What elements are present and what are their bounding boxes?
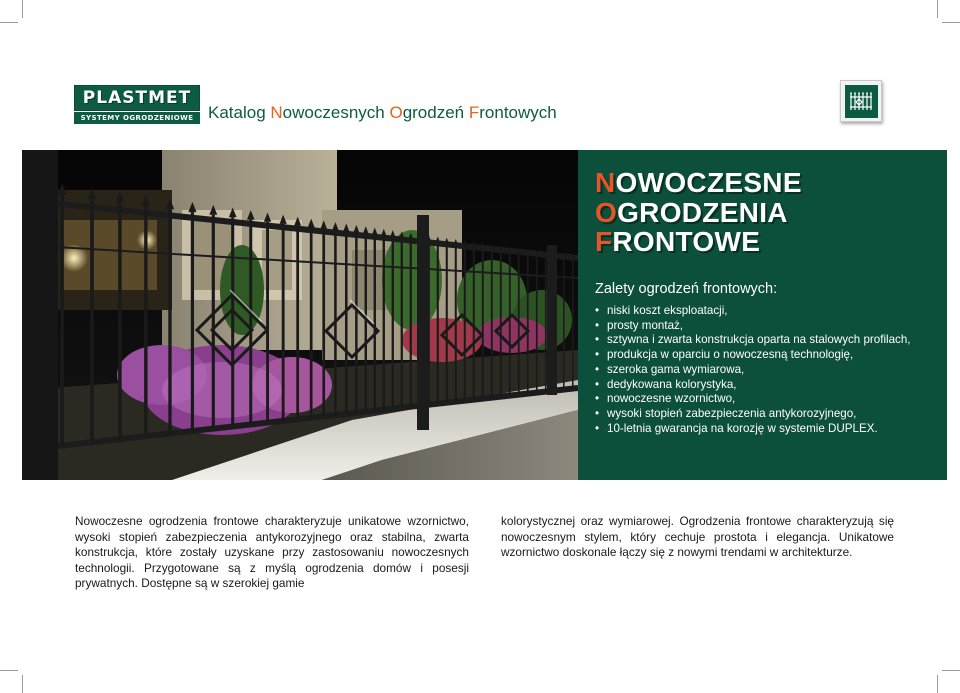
crop-mark <box>942 22 960 23</box>
crop-mark <box>0 22 18 23</box>
crop-mark <box>942 670 960 671</box>
benefits-title: Zalety ogrodzeń frontowych: <box>595 281 778 297</box>
benefit-item: • dedykowana kolorystyka, <box>595 378 935 393</box>
logo-name: PLASTMET <box>82 88 192 108</box>
crop-mark <box>22 675 23 693</box>
description-paragraph-right: kolorystycznej oraz wymiarowej. Ogrodzenia frontowe charakteryzują się nowoczesnym stylem, który cechuje prostota i elegancja. Unikatowe wzornictwo doskonale łączy się z nowymi trendami w architekturze. <box>501 514 894 559</box>
panel-title <box>595 168 802 257</box>
benefit-item: • sztywna i zwarta konstrukcja oparta na stalowych profilach, <box>595 333 935 348</box>
description-paragraph-left: Nowoczesne ogrodzenia frontowe charakteryzuje unikatowe wzornictwo, wysoki stopień zabezpieczenia antykorozyjnego oraz stabilna, zwarta konstrukcja, które zostały uzyskane przy zastosowaniu nowoczesnych technologii. Przygotowane są z myślą ogrodzenia domów i posesji prywatnych. Dostępne są w szerokiej gamie <box>75 514 469 590</box>
benefit-item: • wysoki stopień zabezpieczenia antykorozyjnego, <box>595 407 935 422</box>
fence-photo <box>22 150 578 480</box>
benefits-panel <box>578 150 947 480</box>
catalog-title-part: O <box>389 103 403 122</box>
panel-title-initial: F <box>595 226 613 257</box>
panel-title-line <box>595 168 802 198</box>
catalog-title-part: N <box>270 103 283 122</box>
panel-title-initial: O <box>595 196 618 228</box>
crop-mark <box>0 670 18 671</box>
benefits-list <box>595 304 935 436</box>
panel-title-initial: N <box>595 167 616 198</box>
benefit-item: • 10-letnia gwarancja na korozję w systemie DUPLEX. <box>595 422 935 437</box>
panel-title-rest: RONTOWE <box>612 226 761 257</box>
benefit-item: • prosty montaż, <box>595 319 935 334</box>
catalog-title-part: rontowych <box>479 103 557 122</box>
catalog-title <box>208 103 557 123</box>
panel-title-line <box>595 227 802 257</box>
fence-badge <box>840 80 882 122</box>
benefit-item: • niski koszt eksploatacji, <box>595 304 935 319</box>
benefit-item: • szeroka gama wymiarowa, <box>595 363 935 378</box>
benefit-item: • produkcja w oparciu o nowoczesną technologię, <box>595 348 935 363</box>
fence-icon <box>849 91 873 111</box>
crop-mark <box>937 0 938 18</box>
crop-mark <box>937 675 938 693</box>
crop-mark <box>22 0 23 18</box>
logo-subtitle: SYSTEMY OGRODZENIOWE <box>80 114 194 122</box>
catalog-title-part: owoczesnych <box>282 103 390 122</box>
catalog-title-part: grodzeń <box>402 103 469 122</box>
catalog-title-part: F <box>468 103 480 122</box>
panel-title-rest: GRODZENIA <box>617 196 788 228</box>
fence-photo-illustration <box>22 150 578 480</box>
benefit-item: • nowoczesne wzornictwo, <box>595 392 935 407</box>
panel-title-line <box>595 198 802 228</box>
company-logo <box>74 85 200 123</box>
catalog-title-part: Katalog <box>208 103 271 122</box>
panel-title-rest: OWOCZESNE <box>615 167 802 198</box>
